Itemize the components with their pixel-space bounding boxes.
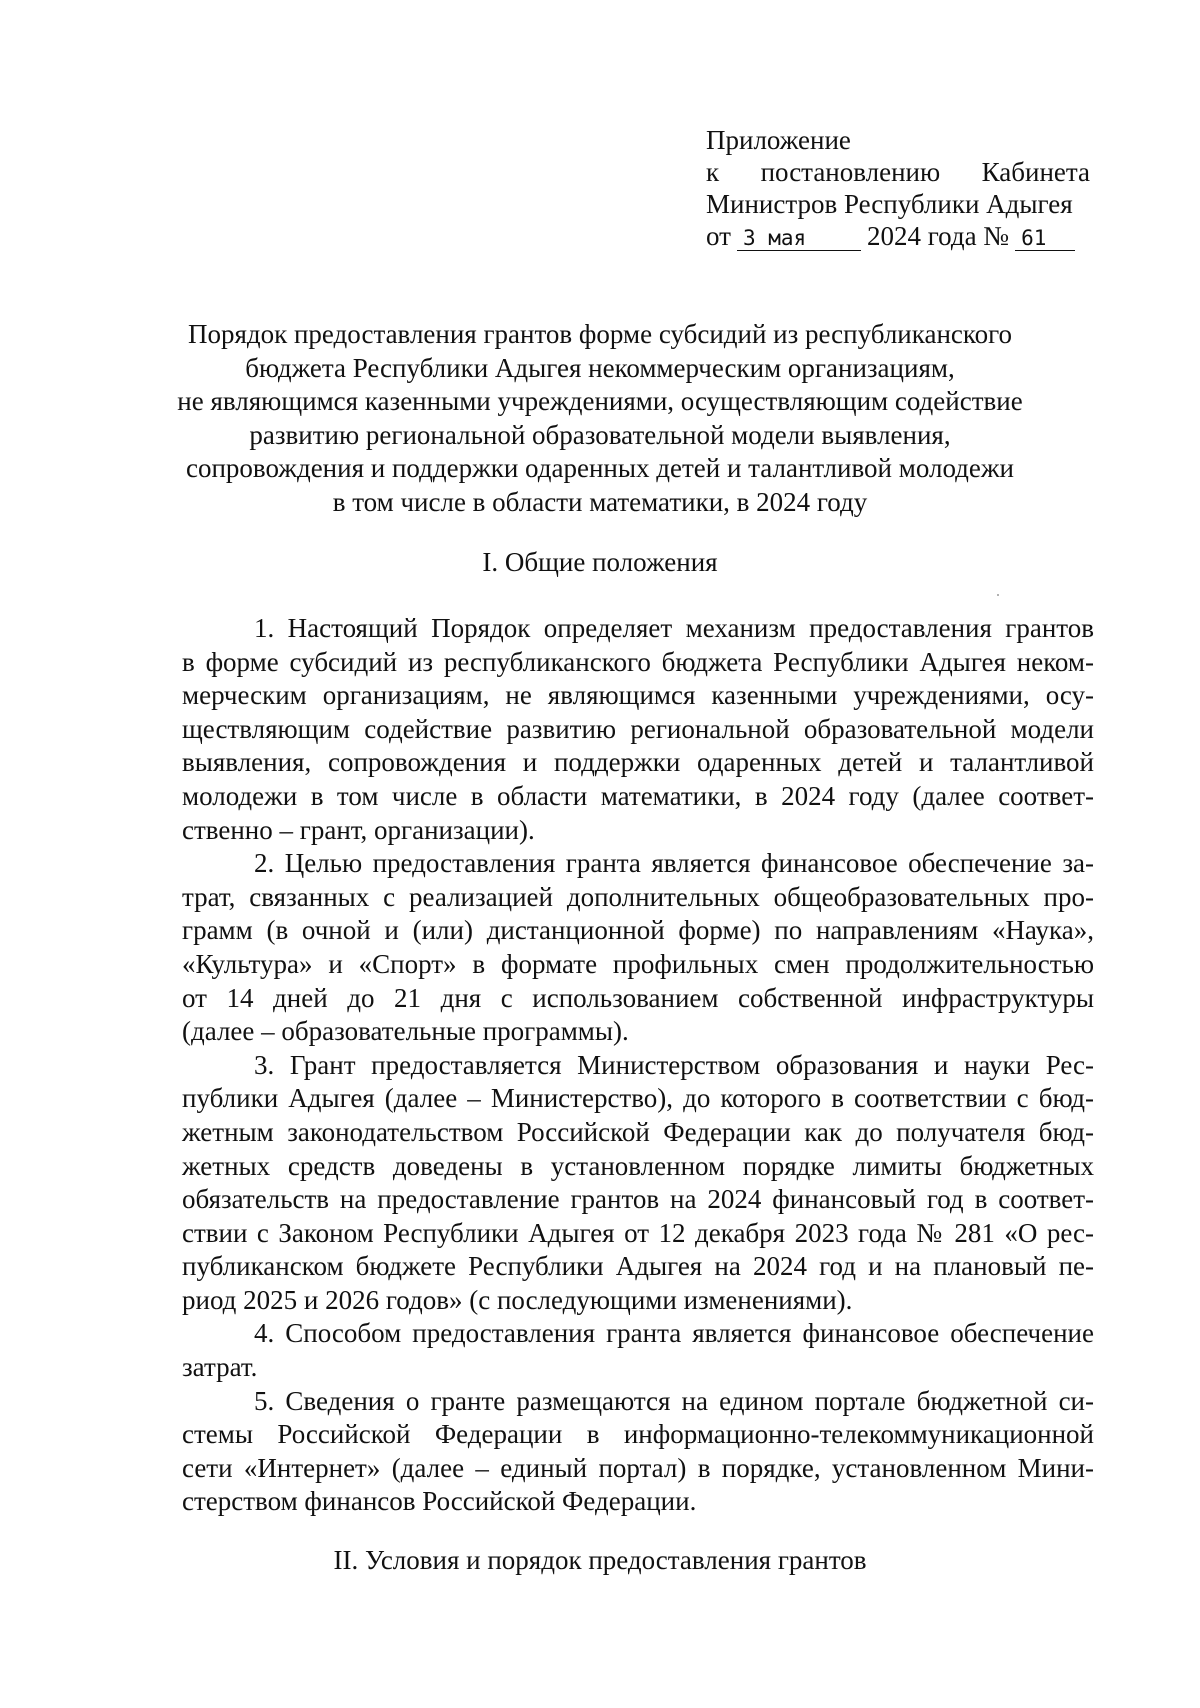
paragraph-line: жетным законодательством Российской Федерации как до получателя бюд- xyxy=(182,1116,1094,1147)
paragraph-line: публиканском бюджете Республики Адыгея на 2024 год и на плановый пе- xyxy=(182,1251,1094,1282)
paragraph-2 xyxy=(182,847,1094,1049)
paragraph-line: (далее – образовательные программы). xyxy=(182,1016,629,1047)
paragraph-line: ствии с Законом Республики Адыгея от 12 декабря 2023 года № 281 «О рес- xyxy=(182,1217,1094,1248)
paragraph-line: мерческим организациям, не являющимся казенными учреждениями, осу- xyxy=(182,680,1094,711)
paragraph-line: стемы Российской Федерации в информационно-телекоммуникационной xyxy=(182,1419,1094,1450)
appendix-word: Кабинета xyxy=(981,157,1090,187)
paragraph-line: молодежи в том числе в области математики, в 2024 году (далее соответ- xyxy=(182,780,1094,811)
appendix-word: к xyxy=(706,157,720,187)
paragraph-line: 2. Целью предоставления гранта является финансовое обеспечение за- xyxy=(254,848,1094,879)
paragraph-line: в форме субсидий из республиканского бюджета Республики Адыгея неком- xyxy=(182,646,1094,677)
paragraph-line: жетных средств доведены в установленном порядке лимиты бюджетных xyxy=(182,1150,1094,1181)
appendix-word: постановлению xyxy=(760,157,941,187)
paragraph-line: сети «Интернет» (далее – единый портал) в порядке, установленном Мини- xyxy=(182,1452,1094,1483)
paragraph-line: «Культура» и «Спорт» в формате профильных смен продолжительностью xyxy=(182,948,1094,979)
paragraph-line: трат, связанных с реализацией дополнительных общеобразовательных про- xyxy=(182,881,1094,912)
date-year: 2024 года № xyxy=(866,221,1010,251)
paragraph-1 xyxy=(182,612,1094,847)
paragraph-line: обязательств на предоставление грантов на 2024 финансовый год в соответ- xyxy=(182,1184,1094,1215)
paragraph-line: ществляющим содействие развитию региональной образовательной модели xyxy=(182,713,1094,744)
section-heading-1: I. Общие положения xyxy=(482,547,718,577)
paragraph-5 xyxy=(182,1385,1094,1519)
doc-number-field: 61 xyxy=(1015,226,1075,251)
title-line: не являющимся казенными учреждениями, осуществляющим содействие xyxy=(177,386,1023,416)
paragraph-4 xyxy=(182,1317,1094,1384)
paragraph-line: риод 2025 и 2026 годов» (с последующими изменениями). xyxy=(182,1284,853,1315)
appendix-decree-line xyxy=(706,156,1090,188)
paragraph-line: 1. Настоящий Порядок определяет механизм предоставления грантов xyxy=(254,613,1094,643)
paragraph-line: стерством финансов Российской Федерации. xyxy=(182,1486,697,1517)
appendix-issuer: Министров Республики Адыгея xyxy=(706,189,1073,219)
date-day-field: 3 мая xyxy=(737,226,861,251)
title-line: бюджета Республики Адыгея некоммерческим организациям, xyxy=(245,352,955,383)
appendix-label: Приложение xyxy=(706,125,851,155)
title-line: в том числе в области математики, в 2024 году xyxy=(332,486,868,517)
title-line: развитию региональной образовательной модели выявления, xyxy=(249,419,951,450)
paragraph-line: грамм (в очной и (или) дистанционной форме) по направлениям «Наука», xyxy=(182,915,1094,946)
paragraph-line: 3. Грант предоставляется Министерством образования и науки Рес- xyxy=(254,1049,1094,1080)
appendix-block xyxy=(706,124,1090,252)
date-prefix: от xyxy=(706,221,731,251)
appendix-date-line xyxy=(706,220,1090,252)
paragraph-3 xyxy=(182,1049,1094,1318)
paragraph-line: от 14 дней до 21 дня с использованием собственной инфраструктуры xyxy=(182,982,1094,1013)
paragraph-line: публики Адыгея (далее – Министерство), до которого в соответствии с бюд- xyxy=(182,1083,1094,1114)
title-line: сопровождения и поддержки одаренных детей и талантливой молодежи xyxy=(185,453,1014,483)
paragraph-line: затрат. xyxy=(182,1352,258,1383)
scan-speck xyxy=(997,594,999,596)
paragraph-line: ственно – грант, организации). xyxy=(182,814,535,845)
document-title xyxy=(150,318,1050,519)
title-line: Порядок предоставления грантов форме субсидий из республиканского xyxy=(187,319,1013,349)
paragraph-line: 4. Способом предоставления гранта является финансовое обеспечение xyxy=(254,1318,1094,1349)
section-heading-2: II. Условия и порядок предоставления грантов xyxy=(333,1545,867,1575)
paragraph-line: 5. Сведения о гранте размещаются на едином портале бюджетной си- xyxy=(254,1385,1094,1416)
paragraph-line: выявления, сопровождения и поддержки одаренных детей и талантливой xyxy=(182,747,1094,778)
document-body xyxy=(182,612,1094,1519)
